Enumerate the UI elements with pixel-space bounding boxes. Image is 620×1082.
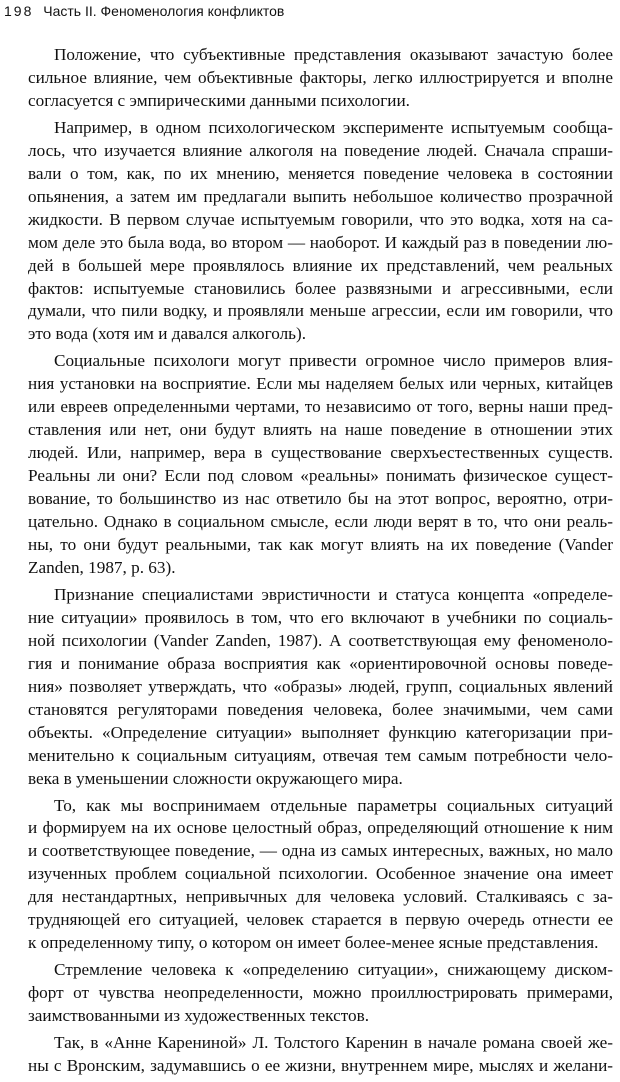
page-number: 198 (4, 3, 34, 19)
paragraph (28, 795, 613, 956)
text-line: ны, то они будут реальными, так как могут влиять на их поведение (Vander (28, 535, 613, 555)
text-line: или евреев определенными чертами, то независимо от того, верны наши пред- (28, 397, 613, 417)
text-line: дей в большей мере проявлялось влияние их представлений, чем реальных (28, 255, 613, 275)
paragraph (28, 350, 613, 580)
text-line: Так, в «Анне Карениной» Л. Толстого Каренин в начале романа своей же- (54, 1033, 613, 1053)
paragraph (28, 44, 613, 113)
text-line: ны с Вронским, задумавшись о ее жизни, внутреннем мире, мыслях и желани- (28, 1055, 613, 1075)
text-line: жидкости. В первом случае испытуемым говорили, что это водка, хотя на са- (28, 209, 613, 229)
text-line: Реальны ли они? Если под словом «реальны» понимать физическое сущест- (28, 466, 613, 486)
text-line: вование, то большинство из нас ответило бы на этот вопрос, вероятно, отри- (28, 489, 613, 509)
text-line: опьянения, а затем им предлагали выпить небольшое количество прозрачной (28, 186, 613, 206)
text-line: заимствованными из художественных текстов. (28, 1006, 370, 1026)
text-line: становятся регуляторами поведения человека, более значимыми, чем сами (28, 699, 613, 719)
text-line: ния установки на восприятие. Если мы наделяем белых или черных, китайцев (28, 374, 613, 394)
text-line: изученных проблем социальной психологии. Особенное значение она имеет (28, 864, 613, 884)
text-line: То, как мы воспринимаем отдельные параметры социальных ситуаций (54, 795, 613, 815)
text-line: Признание специалистами эвристичности и статуса концепта «определе- (54, 584, 613, 604)
paragraph (28, 959, 613, 1028)
text-line: Например, в одном психологическом эксперименте испытуемым сообща- (54, 117, 613, 137)
paragraph (28, 1032, 613, 1078)
text-line: это вода (хотя им и давался алкоголь). (28, 324, 307, 344)
text-line: века в уменьшении сложности окружающего мира. (28, 768, 403, 788)
text-line: цательно. Однако в социальном смысле, если люди верят в то, что они реаль- (28, 512, 613, 532)
text-line: лось, что изучается влияние алкоголя на поведение людей. Сначала спраши- (28, 140, 613, 160)
text-line: сильное влияние, чем объективные факторы, легко иллюстрируется и вполне (28, 67, 613, 87)
text-line: и формируем на их основе целостный образ, определяющий отношение к ним (28, 818, 613, 838)
text-line: гия и понимание образа восприятия как «ориентировочной основы поведе- (28, 653, 613, 673)
text-line: менительно к социальным ситуациям, отвечая тем самым потребности чело- (28, 745, 613, 765)
text-line: мом деле это была вода, во втором — наоборот. И каждый раз в поведении лю- (28, 232, 613, 252)
text-line: трудняющей его ситуацией, человек старается в первую очередь отнести ее (28, 910, 613, 930)
text-line: форт от чувства неопределенности, можно проиллюстрировать примерами, (28, 983, 613, 1003)
text-line: ния» позволяет утверждать, что «образы» людей, групп, социальных явлений (28, 676, 613, 696)
text-line: Zanden, 1987, p. 63). (28, 557, 176, 577)
running-title: Часть II. Феноменология конфликтов (43, 3, 285, 19)
text-line: Социальные психологи могут привести огромное число примеров влия- (54, 351, 613, 371)
text-line: ставления или нет, они будут влиять на наше поведение в отношении этих (28, 420, 613, 440)
body-text (28, 44, 613, 1082)
paragraph (28, 117, 613, 347)
text-line: вали о том, как, по их мнению, меняется поведение человека в состоянии (28, 163, 613, 183)
text-line: объекты. «Определение ситуации» выполняет функцию категоризации при- (28, 722, 613, 742)
text-line: и соответствующее поведение, — одна из самых интересных, важных, но мало (28, 841, 613, 861)
text-line: фактов: испытуемые становились более развязными и агрессивными, если (28, 278, 613, 298)
text-line: Положение, что субъективные представления оказывают зачастую более (54, 45, 613, 64)
text-line: согласуется с эмпирическими данными психологии. (28, 90, 410, 110)
text-line: ние ситуации» проявилось в том, что его включают в учебники по социаль- (28, 607, 613, 627)
text-line: думали, что пили водку, и проявляли меньше агрессии, если им говорили, что (28, 301, 613, 321)
text-line: для нестандартных, непривычных для человека условий. Сталкиваясь с за- (28, 887, 613, 907)
running-header (4, 0, 284, 22)
text-line: к определенному типу, о котором он имеет более-менее ясные представления. (28, 933, 599, 953)
text-line: Стремление человека к «определению ситуации», снижающему диском- (54, 960, 613, 980)
paragraph (28, 584, 613, 791)
text-line: людей. Или, например, вера в существование сверхъестественных существ. (28, 443, 613, 463)
text-line: ной психологии (Vander Zanden, 1987). А соответствующая ему феноменоло- (28, 630, 613, 650)
